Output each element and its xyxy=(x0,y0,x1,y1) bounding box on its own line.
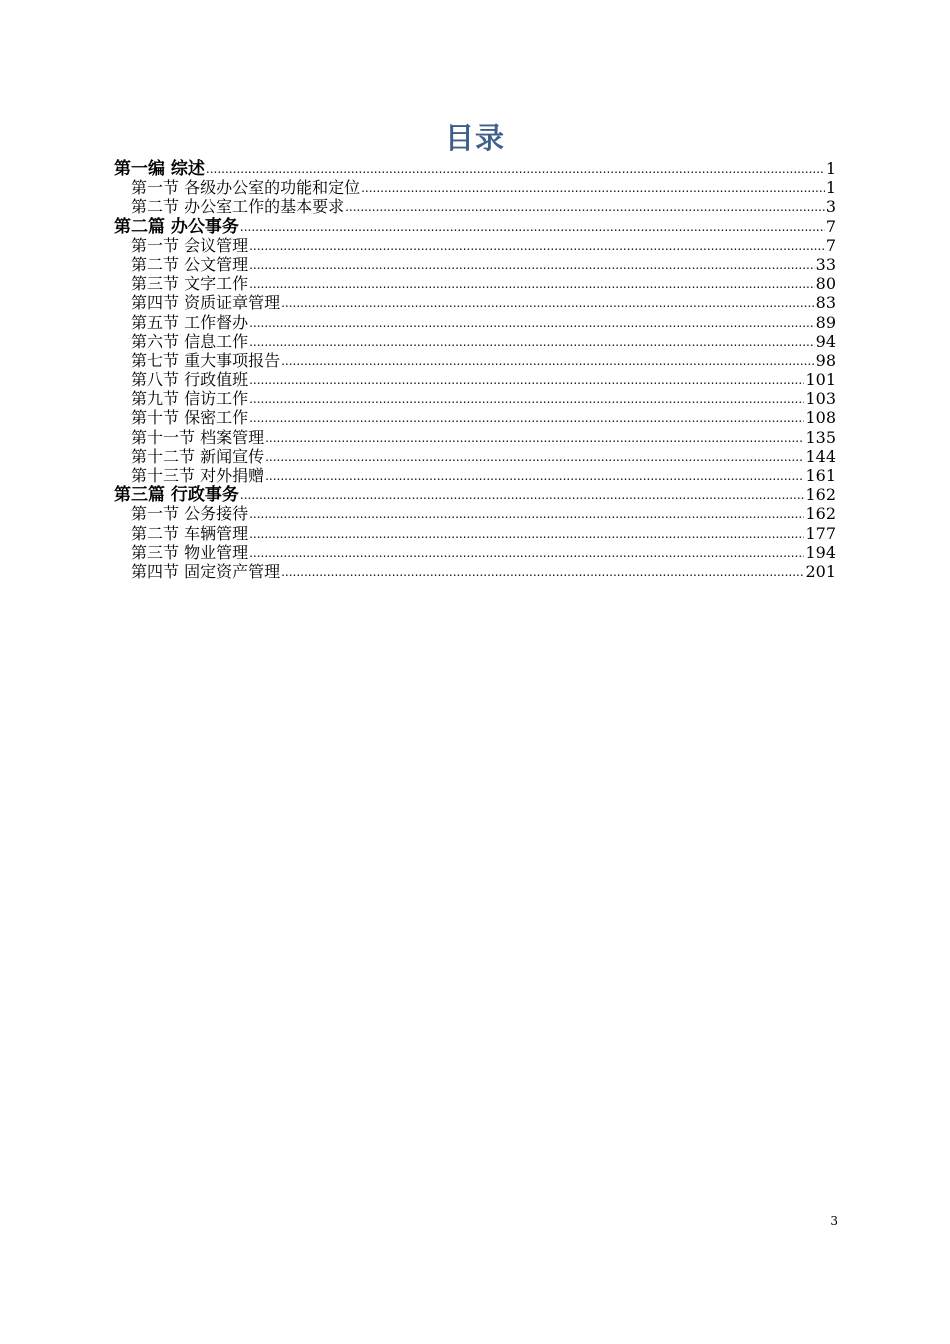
toc-entry-label: 第九节 信访工作 xyxy=(131,389,249,409)
toc-dot-leader xyxy=(265,448,804,466)
toc-dot-leader xyxy=(281,294,815,312)
toc-entry-page: 33 xyxy=(815,254,836,274)
toc-entry-page: 162 xyxy=(805,504,836,524)
toc-section-entry[interactable] xyxy=(114,408,836,427)
toc-dot-leader xyxy=(249,390,804,408)
toc-section-entry[interactable] xyxy=(114,236,836,255)
toc-entry-page: 144 xyxy=(805,446,836,466)
toc-entry-label: 第十三节 对外捐赠 xyxy=(131,466,265,485)
toc-entry-page: 101 xyxy=(805,370,836,390)
toc-dot-leader xyxy=(281,563,804,581)
toc-entry-label: 第十一节 档案管理 xyxy=(131,427,265,447)
toc-entry-label: 第一节 会议管理 xyxy=(131,235,249,255)
toc-entry-label: 第二节 车辆管理 xyxy=(131,523,249,543)
toc-entry-label: 第六节 信息工作 xyxy=(131,331,249,351)
toc-section-entry[interactable] xyxy=(114,255,836,274)
toc-entry-label: 第七节 重大事项报告 xyxy=(131,350,281,370)
toc-title: 目录 xyxy=(444,121,505,155)
toc-entry-label: 第二篇 办公事务 xyxy=(114,216,239,236)
toc-entry-label: 第一节 公务接待 xyxy=(131,504,249,524)
toc-entry-page: 1 xyxy=(825,159,836,178)
toc-section-entry[interactable] xyxy=(114,389,836,408)
toc-section-entry[interactable] xyxy=(114,351,836,370)
toc-entry-page: 161 xyxy=(805,466,836,485)
toc-entry-page: 80 xyxy=(815,274,836,294)
toc-entry-page: 194 xyxy=(805,542,836,562)
toc-section-entry[interactable] xyxy=(114,293,836,312)
toc-section-entry[interactable] xyxy=(114,524,836,543)
toc-dot-leader xyxy=(240,486,805,504)
toc-dot-leader xyxy=(249,237,825,255)
toc-entry-label: 第三节 物业管理 xyxy=(131,542,249,562)
toc-section-entry[interactable] xyxy=(114,447,836,466)
toc-entry-label: 第四节 资质证章管理 xyxy=(131,293,281,313)
page-number: 3 xyxy=(830,1214,838,1228)
toc-entry-label: 第十二节 新闻宣传 xyxy=(131,446,265,466)
toc-dot-leader xyxy=(240,218,825,236)
toc-section-entry[interactable] xyxy=(114,197,836,216)
toc-dot-leader xyxy=(265,467,804,485)
toc-dot-leader xyxy=(249,275,815,293)
toc-entry-page: 89 xyxy=(815,312,836,332)
toc-entry-label: 第二节 办公室工作的基本要求 xyxy=(131,197,345,217)
toc-dot-leader xyxy=(281,352,815,370)
toc-entry-page: 98 xyxy=(815,350,836,370)
toc-entry-page: 94 xyxy=(815,331,836,351)
toc-dot-leader xyxy=(265,429,804,447)
toc-dot-leader xyxy=(249,314,815,332)
toc-entry-label: 第一节 各级办公室的功能和定位 xyxy=(131,178,361,198)
toc-dot-leader xyxy=(249,544,804,562)
toc-section-entry[interactable] xyxy=(114,562,836,581)
toc-section-entry[interactable] xyxy=(114,504,836,523)
toc-entry-label: 第一编 综述 xyxy=(114,159,205,179)
toc-entry-page: 7 xyxy=(825,235,836,255)
toc-entry-label: 第八节 行政值班 xyxy=(131,370,249,390)
toc-section-entry[interactable] xyxy=(114,543,836,562)
toc-section-entry[interactable] xyxy=(114,428,836,447)
toc-entry-label: 第二节 公文管理 xyxy=(131,254,249,274)
toc-entry-label: 第四节 固定资产管理 xyxy=(131,561,281,581)
toc-dot-leader xyxy=(249,505,804,523)
toc-entry-page: 108 xyxy=(805,408,836,428)
toc-entry-page: 103 xyxy=(805,389,836,409)
table-of-contents xyxy=(114,159,836,581)
toc-entry-label: 第三节 文字工作 xyxy=(131,274,249,294)
toc-dot-leader xyxy=(206,160,825,178)
toc-dot-leader xyxy=(249,371,804,389)
toc-entry-label: 第五节 工作督办 xyxy=(131,312,249,332)
toc-entry-page: 162 xyxy=(805,485,836,505)
toc-entry-page: 3 xyxy=(825,197,836,217)
toc-dot-leader xyxy=(249,333,815,351)
toc-dot-leader xyxy=(361,179,825,197)
toc-section-entry[interactable] xyxy=(114,370,836,389)
toc-part-entry[interactable] xyxy=(114,217,836,236)
toc-section-entry[interactable] xyxy=(114,178,836,197)
toc-dot-leader xyxy=(345,198,825,216)
toc-section-entry[interactable] xyxy=(114,313,836,332)
toc-section-entry[interactable] xyxy=(114,466,836,485)
toc-dot-leader xyxy=(249,256,815,274)
toc-entry-label: 第三篇 行政事务 xyxy=(114,485,239,505)
toc-entry-page: 135 xyxy=(805,427,836,447)
toc-entry-page: 1 xyxy=(825,178,836,198)
toc-entry-page: 83 xyxy=(815,293,836,313)
toc-entry-page: 7 xyxy=(825,216,836,236)
toc-section-entry[interactable] xyxy=(114,274,836,293)
toc-section-entry[interactable] xyxy=(114,332,836,351)
toc-part-entry[interactable] xyxy=(114,485,836,504)
toc-dot-leader xyxy=(249,409,804,427)
toc-part-entry[interactable] xyxy=(114,159,836,178)
toc-entry-page: 177 xyxy=(805,523,836,543)
toc-entry-page: 201 xyxy=(805,561,836,581)
toc-entry-label: 第十节 保密工作 xyxy=(131,408,249,428)
toc-dot-leader xyxy=(249,525,804,543)
